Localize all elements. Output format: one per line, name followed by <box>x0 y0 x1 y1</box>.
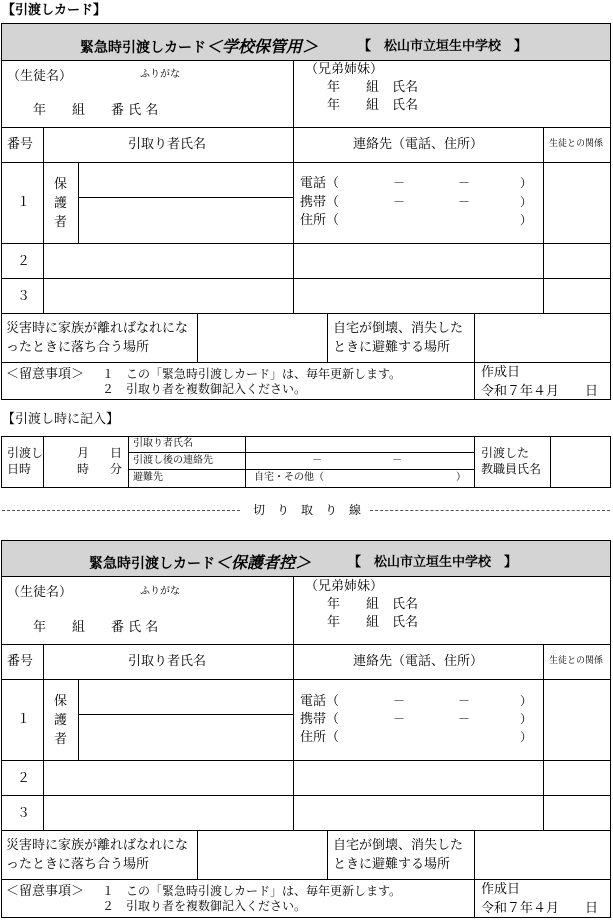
tel-dash-2: － <box>458 176 471 190</box>
card2-mobile-dash-2: － <box>458 712 471 726</box>
card2-meet-place-line-1: 災害時に家族が離ればなれにな <box>6 838 189 853</box>
card2-class-name-line: 年 組 番 氏 名 <box>33 620 159 635</box>
mobile-close: ） <box>520 195 533 209</box>
handover-home-other: 自宅・その他（ <box>254 472 324 483</box>
card2-note-1: １ この「緊急時引渡しカード」は、毎年更新します。 <box>102 884 402 898</box>
card2-row1-number: １ <box>17 712 31 727</box>
handover-section-label: 【引渡し時に記入】 <box>2 412 120 427</box>
card2-siblings-label: （兄弟姉妹） <box>305 579 384 594</box>
card2-address-label: 住所（ <box>300 730 340 745</box>
cut-line-right <box>370 510 610 511</box>
card-title-prefix: 緊急時引渡しカード <box>80 40 206 56</box>
handover-contact-dash-2: － <box>392 455 402 466</box>
handover-home-other-close: ） <box>456 472 466 483</box>
guardian-char-3: 者 <box>54 215 68 230</box>
created-label: 作成日 <box>481 365 521 380</box>
card2-meet-place-line-2: ったときに落ち合う場所 <box>6 857 150 872</box>
card2-furigana-label: ふりがな <box>140 586 180 597</box>
handover-minute: 分 <box>110 462 123 476</box>
card2-row3-number: ３ <box>17 806 31 821</box>
handover-evac-dest: 避難先 <box>133 472 163 483</box>
card2-row2-number: ２ <box>17 771 31 786</box>
card2-school-name: 【 松山市立垣生中学校 】 <box>348 555 518 570</box>
cut-line-label: 切 り 取 り 線 <box>253 503 362 517</box>
card2-evac-place-line-2: ときに避難する場所 <box>333 857 451 872</box>
tel-dash-1: － <box>393 176 406 190</box>
mobile-label: 携帯（ <box>300 195 340 210</box>
tel-close: ） <box>520 176 533 190</box>
cut-line-left <box>2 510 240 511</box>
handover-datetime-label-1: 引渡し <box>7 446 44 460</box>
evac-place-line-2: ときに避難する場所 <box>333 340 451 355</box>
col-number: 番号 <box>7 137 34 152</box>
card-header <box>1 23 611 61</box>
card-title-suffix: ＜学校保管用＞ <box>206 37 319 56</box>
sibling-line-2: 年 組 氏名 <box>327 98 419 113</box>
meet-place-line-2: ったときに落ち合う場所 <box>6 340 150 355</box>
col-receiver-name: 引取り者氏名 <box>128 137 207 152</box>
card2-created-label: 作成日 <box>481 882 521 897</box>
card2-title-suffix: ＜保護者控＞ <box>215 553 312 572</box>
note-1: １ この「緊急時引渡しカード」は、毎年更新します。 <box>102 367 402 381</box>
tel-label: 電話（ <box>300 176 340 191</box>
card2-mobile-label: 携帯（ <box>300 712 340 727</box>
card2-guardian-char-1: 保 <box>54 694 68 709</box>
card2-guardian-char-3: 者 <box>54 732 68 747</box>
handover-month: 月 <box>77 446 90 460</box>
card2-tel-label: 電話（ <box>300 694 340 709</box>
address-label: 住所（ <box>300 213 340 228</box>
student-label: （生徒名） <box>7 69 73 84</box>
card2-mobile-dash-1: － <box>393 712 406 726</box>
row1-number: １ <box>17 195 31 210</box>
card2-col-relation: 生徒との関係 <box>549 656 604 666</box>
handover-datetime-label-2: 日時 <box>7 462 32 476</box>
card2-sibling-line-2: 年 組 氏名 <box>327 615 419 630</box>
card2-note-2: ２ 引取り者を複数御記入ください。 <box>102 899 307 913</box>
guardian-char-2: 護 <box>54 196 68 211</box>
card2-header <box>1 540 611 577</box>
handover-teacher-label-2: 教職員氏名 <box>481 462 542 476</box>
row3-number: ３ <box>17 289 31 304</box>
col-contact: 連絡先（電話、住所） <box>353 137 484 152</box>
card2-guardian-char-2: 護 <box>54 713 68 728</box>
siblings-label: （兄弟姉妹） <box>305 62 384 77</box>
card2-evac-place-line-1: 自宅が倒壊、消失した <box>333 838 464 853</box>
class-name-line: 年 組 番 氏 名 <box>33 103 159 118</box>
card2-created-date: 令和７年４月 日 <box>481 901 599 916</box>
handover-contact-after: 引渡し後の連絡先 <box>133 455 213 466</box>
card2-col-receiver-name: 引取り者氏名 <box>128 654 207 669</box>
card2-sibling-line-1: 年 組 氏名 <box>327 597 419 612</box>
col-relation: 生徒との関係 <box>549 139 604 149</box>
evac-place-line-1: 自宅が倒壊、消失した <box>333 321 464 336</box>
sibling-line-1: 年 組 氏名 <box>327 80 419 95</box>
card2-col-number: 番号 <box>7 654 34 669</box>
card2-tel-close: ） <box>520 694 533 708</box>
card2-notes-label: ＜留意事項＞ <box>6 884 85 899</box>
school-name: 【 松山市立垣生中学校 】 <box>358 39 528 54</box>
mobile-dash-2: － <box>458 195 471 209</box>
handover-day: 日 <box>110 446 123 460</box>
handover-teacher-label-1: 引渡した <box>481 446 530 460</box>
handover-contact-dash-1: － <box>312 455 322 466</box>
card2-address-close: ） <box>520 730 533 744</box>
card2-mobile-close: ） <box>520 712 533 726</box>
notes-label: ＜留意事項＞ <box>6 367 85 382</box>
furigana-label: ふりがな <box>140 69 180 80</box>
top-label: 【引渡しカード】 <box>2 3 107 18</box>
address-close: ） <box>520 213 533 227</box>
guardian-char-1: 保 <box>54 177 68 192</box>
card2-tel-dash-2: － <box>458 694 471 708</box>
meet-place-line-1: 災害時に家族が離ればなれにな <box>6 321 189 336</box>
row2-number: ２ <box>17 254 31 269</box>
created-date: 令和７年４月 日 <box>481 384 599 399</box>
card2-tel-dash-1: － <box>393 694 406 708</box>
handover-hour: 時 <box>77 462 90 476</box>
handover-receiver-name: 引取り者氏名 <box>133 438 193 449</box>
note-2: ２ 引取り者を複数御記入ください。 <box>102 382 307 396</box>
card2-title-prefix: 緊急時引渡しカード <box>89 556 215 572</box>
card2-col-contact: 連絡先（電話、住所） <box>353 654 484 669</box>
mobile-dash-1: － <box>393 195 406 209</box>
card2-student-label: （生徒名） <box>7 585 73 600</box>
